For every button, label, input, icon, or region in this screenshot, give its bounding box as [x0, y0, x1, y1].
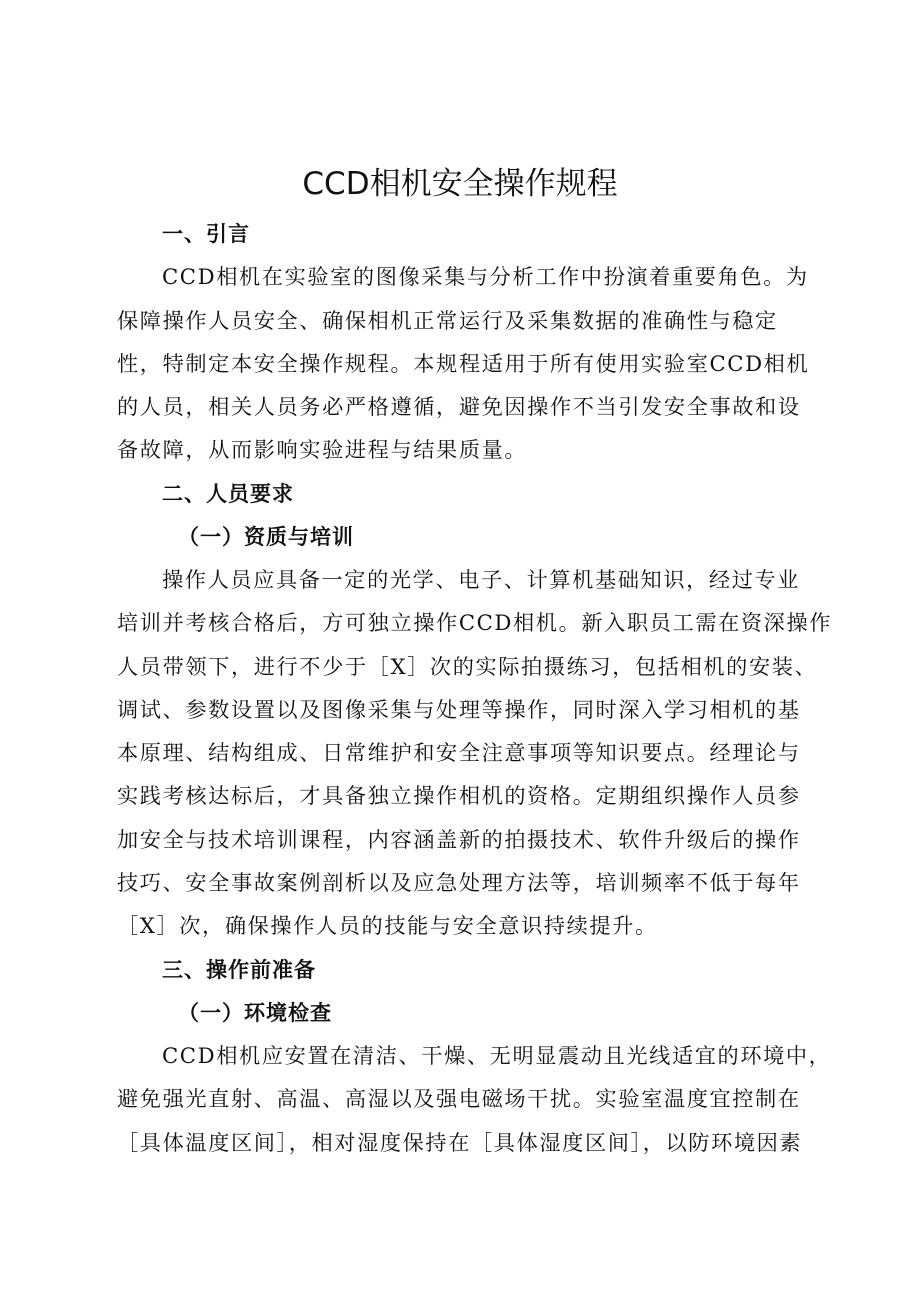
paragraph-line: 操作人员应具备一定的光学、电子、计算机基础知识，经过专业 — [162, 567, 801, 592]
paragraph-line: 培训并考核合格后，方可独立操作CCD相机。新入职员工需在资深操作 — [117, 610, 833, 635]
paragraph-line: ［X］次，确保操作人员的技能与安全意识持续提升。 — [117, 913, 658, 938]
paragraph-line: 人员带领下，进行不少于［X］次的实际拍摄练习，包括相机的安装、 — [117, 654, 818, 679]
section-heading-personnel: 二、人员要求 — [162, 482, 294, 506]
paragraph-line: 实践考核达标后，才具备独立操作相机的资格。定期组织操作人员参 — [117, 783, 801, 808]
paragraph-line: 避免强光直射、高温、高湿以及强电磁场干扰。实验室温度宜控制在 — [117, 1086, 801, 1111]
paragraph-line: 性，特制定本安全操作规程。本规程适用于所有使用实验室CCD相机 — [117, 351, 810, 376]
paragraph-line: 技巧、安全事故案例剖析以及应急处理方法等，培训频率不低于每年 — [117, 870, 801, 895]
paragraph-line: CCD相机应安置在清洁、干燥、无明显震动且光线适宜的环境中， — [162, 1043, 832, 1068]
subsection-heading-qualification: （一）资质与培训 — [178, 525, 354, 549]
paragraph-line: 本原理、结构组成、日常维护和安全注意事项等知识要点。经理论与 — [117, 740, 801, 765]
paragraph-line: CCD相机在实验室的图像采集与分析工作中扮演着重要角色。为 — [162, 264, 809, 289]
section-heading-preparation: 三、操作前准备 — [162, 958, 316, 982]
section-heading-introduction: 一、引言 — [162, 222, 250, 246]
paragraph-line: ［具体温度区间］，相对湿度保持在［具体湿度区间］，以防环境因素 — [117, 1130, 803, 1155]
document-title: CCD相机安全操作规程 — [302, 166, 618, 202]
paragraph-line: 加安全与技术培训课程，内容涵盖新的拍摄技术、软件升级后的操作 — [117, 827, 801, 852]
paragraph-line: 调试、参数设置以及图像采集与处理等操作，同时深入学习相机的基 — [117, 697, 801, 722]
paragraph-line: 备故障，从而影响实验进程与结果质量。 — [117, 437, 528, 462]
subsection-heading-environment-check: （一）环境检查 — [178, 1001, 332, 1025]
paragraph-line: 的人员，相关人员务必严格遵循，避免因操作不当引发安全事故和设 — [117, 394, 801, 419]
paragraph-line: 保障操作人员安全、确保相机正常运行及采集数据的准确性与稳定 — [117, 308, 778, 333]
